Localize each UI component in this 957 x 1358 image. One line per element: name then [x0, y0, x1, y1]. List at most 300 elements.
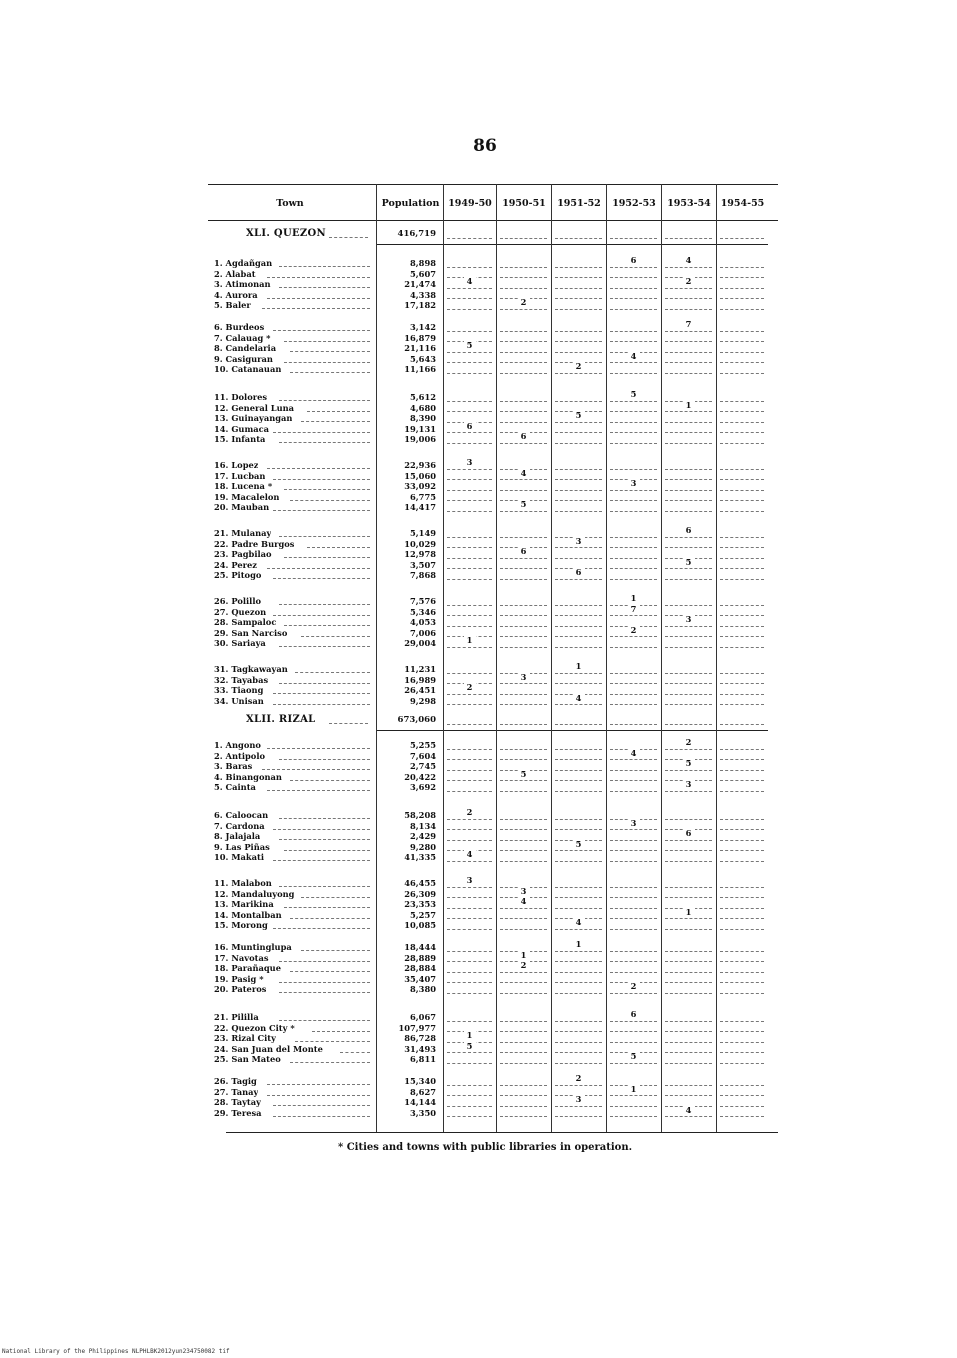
- cell-leader: [555, 401, 602, 402]
- cell-leader: [665, 331, 712, 332]
- population-value: 41,335: [404, 852, 436, 863]
- cell-leader: [665, 490, 712, 491]
- cell-leader: [555, 341, 602, 342]
- library-count: 2: [628, 625, 640, 636]
- cell-leader: [610, 568, 657, 569]
- town-name: 4. Aurora: [214, 289, 258, 300]
- cell-leader: [720, 749, 764, 750]
- cell-leader: [720, 469, 764, 470]
- library-count: 3: [683, 614, 695, 625]
- cell-leader: [447, 401, 492, 402]
- population-value: 8,898: [410, 258, 436, 268]
- cell-leader: [720, 277, 764, 278]
- cell-leader: [447, 615, 492, 616]
- cell-leader: [555, 615, 602, 616]
- cell-leader: [665, 918, 712, 919]
- cell-leader: [665, 422, 712, 423]
- cell-leader: [555, 626, 602, 627]
- cell-leader: [720, 298, 764, 299]
- cell-leader: [500, 1031, 547, 1032]
- town-name: 8. Candelaria: [214, 343, 277, 354]
- cell-leader: [447, 605, 492, 606]
- library-count: 6: [573, 567, 585, 578]
- cell-leader: [555, 951, 602, 952]
- cell-leader: [500, 1063, 547, 1064]
- town-name: 14. Gumaca: [214, 423, 270, 434]
- cell-leader: [610, 673, 657, 674]
- library-count: 5: [683, 557, 695, 568]
- cell-leader: [447, 961, 492, 962]
- cell-leader: [447, 840, 492, 841]
- library-count: 3: [628, 478, 640, 489]
- cell-leader: [610, 829, 657, 830]
- cell-leader: [555, 759, 602, 760]
- cell-leader: [555, 267, 602, 268]
- town-name: 1. Agdañgan: [214, 258, 273, 268]
- cell-leader: [610, 288, 657, 289]
- town-name: 20. Mauban: [214, 502, 270, 513]
- cell-leader: [610, 298, 657, 299]
- cell-leader: [720, 479, 764, 480]
- header-year: 1949-50: [448, 197, 492, 209]
- town-leader: [284, 907, 370, 908]
- cell-leader: [447, 511, 492, 512]
- cell-leader: [555, 982, 602, 983]
- cell-leader: [447, 1021, 492, 1022]
- cell-leader: [720, 411, 764, 412]
- cell-leader: [610, 537, 657, 538]
- town-leader: [279, 536, 370, 537]
- town-leader: [267, 790, 370, 791]
- cell-leader: [500, 537, 547, 538]
- cell-leader: [555, 1021, 602, 1022]
- cell-leader: [555, 683, 602, 684]
- cell-leader: [665, 683, 712, 684]
- town-leader: [279, 683, 370, 684]
- cell-leader: [447, 411, 492, 412]
- cell-leader: [447, 1085, 492, 1086]
- cell-leader: [665, 288, 712, 289]
- section-cell-leader: [610, 238, 657, 239]
- cell-leader: [447, 819, 492, 820]
- header-population: Population: [381, 197, 440, 209]
- population-value: 21,474: [404, 279, 436, 290]
- cell-leader: [665, 791, 712, 792]
- town-name: 19. Macalelon: [214, 491, 280, 502]
- population-value: 20,422: [404, 771, 436, 782]
- town-leader: [295, 672, 370, 673]
- cell-leader: [720, 887, 764, 888]
- cell-leader: [555, 605, 602, 606]
- cell-leader: [555, 850, 602, 851]
- cell-leader: [720, 908, 764, 909]
- cell-leader: [447, 490, 492, 491]
- footnote: * Cities and towns with public libraries in operation.: [338, 1142, 633, 1153]
- town-name: 1. Angono: [214, 740, 261, 750]
- town-name: 4. Binangonan: [214, 771, 282, 782]
- town-name: 27. Quezon: [214, 606, 267, 617]
- cell-leader: [720, 647, 764, 648]
- cell-leader: [665, 850, 712, 851]
- town-name: 22. Quezon City *: [214, 1022, 295, 1033]
- cell-leader: [500, 615, 547, 616]
- cell-leader: [720, 1063, 764, 1064]
- population-value: 5,257: [410, 909, 436, 920]
- cell-leader: [610, 579, 657, 580]
- library-count: 5: [628, 1051, 640, 1062]
- cell-leader: [500, 341, 547, 342]
- cell-leader: [500, 1106, 547, 1107]
- town-name: 23. Rizal City: [214, 1033, 276, 1044]
- cell-leader: [610, 411, 657, 412]
- cell-leader: [665, 537, 712, 538]
- library-count: 5: [573, 410, 585, 421]
- town-leader: [284, 557, 370, 558]
- population-value: 35,407: [404, 973, 436, 984]
- column-rule: [376, 184, 377, 1132]
- column-rule: [551, 184, 552, 1132]
- section-title: XLII. RIZAL: [246, 714, 316, 725]
- section-population: 673,060: [397, 715, 436, 725]
- cell-leader: [555, 1085, 602, 1086]
- town-name: 32. Tayabas: [214, 674, 269, 685]
- cell-leader: [720, 993, 764, 994]
- cell-leader: [665, 636, 712, 637]
- library-count: 3: [573, 1094, 585, 1105]
- population-value: 3,507: [410, 559, 436, 570]
- scan-credit: National Library of the Philippines NLPHLBK2012yun234750082 tif: [2, 1348, 230, 1355]
- cell-leader: [665, 897, 712, 898]
- town-leader: [295, 1041, 370, 1042]
- library-count: 1: [464, 635, 476, 646]
- header-year: 1952-53: [612, 197, 656, 209]
- population-value: 8,627: [410, 1086, 436, 1097]
- population-value: 2,745: [410, 761, 436, 772]
- header-town: Town: [276, 197, 304, 209]
- cell-leader: [447, 1052, 492, 1053]
- library-count: 5: [518, 499, 530, 510]
- cell-leader: [500, 1021, 547, 1022]
- cell-leader: [665, 500, 712, 501]
- cell-leader: [447, 373, 492, 374]
- library-count: 1: [683, 907, 695, 918]
- town-leader: [284, 341, 370, 342]
- cell-leader: [610, 443, 657, 444]
- library-count: 2: [628, 981, 640, 992]
- town-leader: [279, 886, 370, 887]
- cell-leader: [610, 1021, 657, 1022]
- cell-leader: [447, 770, 492, 771]
- cell-leader: [720, 861, 764, 862]
- town-leader: [301, 897, 370, 898]
- town-name: 22. Padre Burgos: [214, 538, 295, 549]
- cell-leader: [500, 749, 547, 750]
- cell-leader: [665, 647, 712, 648]
- cell-leader: [610, 704, 657, 705]
- library-count: 4: [573, 917, 585, 928]
- town-name: 26. Polillo: [214, 596, 262, 606]
- cell-leader: [720, 982, 764, 983]
- library-count: 2: [464, 807, 476, 818]
- cell-leader: [720, 694, 764, 695]
- cell-leader: [500, 929, 547, 930]
- cell-leader: [720, 373, 764, 374]
- town-name: 20. Pateros: [214, 984, 267, 995]
- cell-leader: [665, 993, 712, 994]
- cell-leader: [720, 673, 764, 674]
- population-value: 7,868: [410, 570, 436, 581]
- library-count: 6: [518, 431, 530, 442]
- cell-leader: [500, 840, 547, 841]
- town-leader: [312, 1031, 370, 1032]
- library-count: 2: [683, 276, 695, 287]
- library-count: 6: [628, 255, 640, 266]
- cell-leader: [447, 647, 492, 648]
- cell-leader: [665, 673, 712, 674]
- population-value: 26,309: [404, 888, 436, 899]
- cell-leader: [720, 770, 764, 771]
- town-name: 17. Navotas: [214, 952, 269, 963]
- cell-leader: [610, 1042, 657, 1043]
- cell-leader: [500, 401, 547, 402]
- cell-leader: [555, 288, 602, 289]
- town-leader: [267, 468, 370, 469]
- library-count: 4: [573, 693, 585, 704]
- cell-leader: [665, 1042, 712, 1043]
- population-value: 6,775: [410, 491, 436, 502]
- library-count: 1: [573, 661, 585, 672]
- population-value: 7,576: [410, 596, 436, 606]
- population-value: 17,182: [404, 300, 436, 311]
- population-value: 8,380: [410, 984, 436, 995]
- section-cell-leader: [720, 724, 764, 725]
- cell-leader: [447, 897, 492, 898]
- cell-leader: [610, 780, 657, 781]
- library-count: 2: [683, 737, 695, 748]
- section-cell-leader: [665, 238, 712, 239]
- town-leader: [301, 421, 370, 422]
- population-value: 58,208: [404, 810, 436, 820]
- cell-leader: [447, 908, 492, 909]
- section-leader: [329, 723, 368, 724]
- cell-leader: [720, 309, 764, 310]
- cell-leader: [720, 1052, 764, 1053]
- cell-leader: [447, 749, 492, 750]
- cell-leader: [447, 309, 492, 310]
- library-count: 4: [683, 255, 695, 266]
- town-name: 16. Lopez: [214, 460, 259, 470]
- cell-leader: [447, 331, 492, 332]
- town-leader: [273, 432, 370, 433]
- cell-leader: [610, 636, 657, 637]
- cell-leader: [720, 636, 764, 637]
- town-leader: [279, 400, 370, 401]
- cell-leader: [665, 819, 712, 820]
- town-name: 26. Tagig: [214, 1076, 257, 1086]
- cell-leader: [500, 636, 547, 637]
- cell-leader: [555, 1042, 602, 1043]
- cell-leader: [720, 605, 764, 606]
- cell-leader: [500, 759, 547, 760]
- town-leader: [279, 646, 370, 647]
- cell-leader: [500, 568, 547, 569]
- population-value: 107,977: [398, 1022, 436, 1033]
- town-name: 27. Tanay: [214, 1086, 259, 1097]
- column-rule: [716, 184, 717, 1132]
- cell-leader: [610, 500, 657, 501]
- cell-leader: [665, 749, 712, 750]
- town-name: 5. Cainta: [214, 782, 256, 793]
- population-value: 8,390: [410, 413, 436, 424]
- cell-leader: [720, 704, 764, 705]
- table-top-rule: [208, 184, 778, 185]
- town-name: 7. Calauag *: [214, 332, 271, 343]
- town-name: 7. Cardona: [214, 820, 265, 831]
- cell-leader: [610, 373, 657, 374]
- town-name: 6. Burdeos: [214, 322, 265, 332]
- town-name: 17. Lucban: [214, 470, 266, 481]
- population-value: 46,455: [404, 878, 436, 888]
- cell-leader: [447, 780, 492, 781]
- population-value: 3,350: [410, 1107, 436, 1118]
- cell-leader: [720, 1021, 764, 1022]
- cell-leader: [720, 1031, 764, 1032]
- cell-leader: [720, 819, 764, 820]
- cell-leader: [720, 490, 764, 491]
- section-cell-leader: [555, 724, 602, 725]
- population-value: 28,889: [404, 952, 436, 963]
- cell-leader: [720, 422, 764, 423]
- cell-leader: [720, 432, 764, 433]
- cell-leader: [500, 490, 547, 491]
- cell-leader: [447, 759, 492, 760]
- cell-leader: [447, 443, 492, 444]
- cell-leader: [610, 770, 657, 771]
- cell-leader: [500, 422, 547, 423]
- town-name: 30. Sariaya: [214, 638, 266, 649]
- cell-leader: [720, 929, 764, 930]
- cell-leader: [500, 683, 547, 684]
- library-count: 4: [464, 276, 476, 287]
- cell-leader: [610, 362, 657, 363]
- cell-leader: [720, 951, 764, 952]
- population-value: 5,612: [410, 392, 436, 402]
- table-bottom-rule: [226, 1132, 778, 1133]
- cell-leader: [610, 1095, 657, 1096]
- library-count: 2: [518, 960, 530, 971]
- cell-leader: [720, 288, 764, 289]
- town-leader: [267, 748, 370, 749]
- cell-leader: [447, 1106, 492, 1107]
- section-cell-leader: [500, 724, 547, 725]
- population-value: 5,149: [410, 528, 436, 538]
- section-title: XLI. QUEZON: [246, 228, 326, 239]
- population-value: 8,134: [410, 820, 436, 831]
- town-leader: [279, 818, 370, 819]
- cell-leader: [555, 500, 602, 501]
- cell-leader: [610, 331, 657, 332]
- cell-leader: [500, 972, 547, 973]
- town-leader: [307, 411, 370, 412]
- town-leader: [290, 372, 370, 373]
- cell-leader: [447, 479, 492, 480]
- population-value: 5,255: [410, 740, 436, 750]
- town-name: 14. Montalban: [214, 909, 282, 920]
- cell-leader: [720, 759, 764, 760]
- population-value: 10,029: [404, 538, 436, 549]
- header-year: 1953-54: [667, 197, 711, 209]
- cell-leader: [447, 993, 492, 994]
- population-value: 23,353: [404, 899, 436, 910]
- population-value: 31,493: [404, 1043, 436, 1054]
- cell-leader: [720, 331, 764, 332]
- library-count: 4: [628, 748, 640, 759]
- cell-leader: [610, 759, 657, 760]
- cell-leader: [500, 780, 547, 781]
- cell-leader: [555, 770, 602, 771]
- cell-leader: [500, 558, 547, 559]
- cell-leader: [720, 683, 764, 684]
- library-count: 6: [683, 828, 695, 839]
- page-number: 86: [473, 136, 497, 156]
- library-count: 6: [628, 1009, 640, 1020]
- cell-leader: [447, 1116, 492, 1117]
- cell-leader: [447, 558, 492, 559]
- cell-leader: [555, 780, 602, 781]
- town-name: 2. Alabat: [214, 268, 256, 279]
- cell-leader: [665, 972, 712, 973]
- population-value: 29,004: [404, 638, 436, 649]
- cell-leader: [665, 982, 712, 983]
- town-name: 11. Malabon: [214, 878, 272, 888]
- cell-leader: [610, 401, 657, 402]
- town-name: 5. Baler: [214, 300, 251, 311]
- cell-leader: [555, 704, 602, 705]
- cell-leader: [665, 1052, 712, 1053]
- town-leader: [273, 578, 370, 579]
- cell-leader: [610, 951, 657, 952]
- section-cell-leader: [555, 238, 602, 239]
- cell-leader: [610, 547, 657, 548]
- town-name: 11. Dolores: [214, 392, 268, 402]
- cell-leader: [555, 1031, 602, 1032]
- population-value: 5,607: [410, 268, 436, 279]
- cell-leader: [500, 605, 547, 606]
- cell-leader: [555, 277, 602, 278]
- cell-leader: [555, 749, 602, 750]
- cell-leader: [720, 1085, 764, 1086]
- population-value: 9,298: [410, 695, 436, 706]
- population-value: 4,053: [410, 617, 436, 628]
- town-name: 24. Perez: [214, 559, 257, 570]
- cell-leader: [500, 993, 547, 994]
- cell-leader: [720, 579, 764, 580]
- section-cell-leader: [665, 724, 712, 725]
- cell-leader: [720, 1106, 764, 1107]
- library-count: 2: [573, 361, 585, 372]
- cell-leader: [555, 490, 602, 491]
- library-count: 4: [518, 468, 530, 479]
- cell-leader: [720, 829, 764, 830]
- cell-leader: [500, 694, 547, 695]
- cell-leader: [665, 352, 712, 353]
- cell-leader: [555, 511, 602, 512]
- cell-leader: [500, 1052, 547, 1053]
- cell-leader: [447, 929, 492, 930]
- cell-leader: [665, 770, 712, 771]
- cell-leader: [610, 972, 657, 973]
- section-rule: [376, 730, 768, 731]
